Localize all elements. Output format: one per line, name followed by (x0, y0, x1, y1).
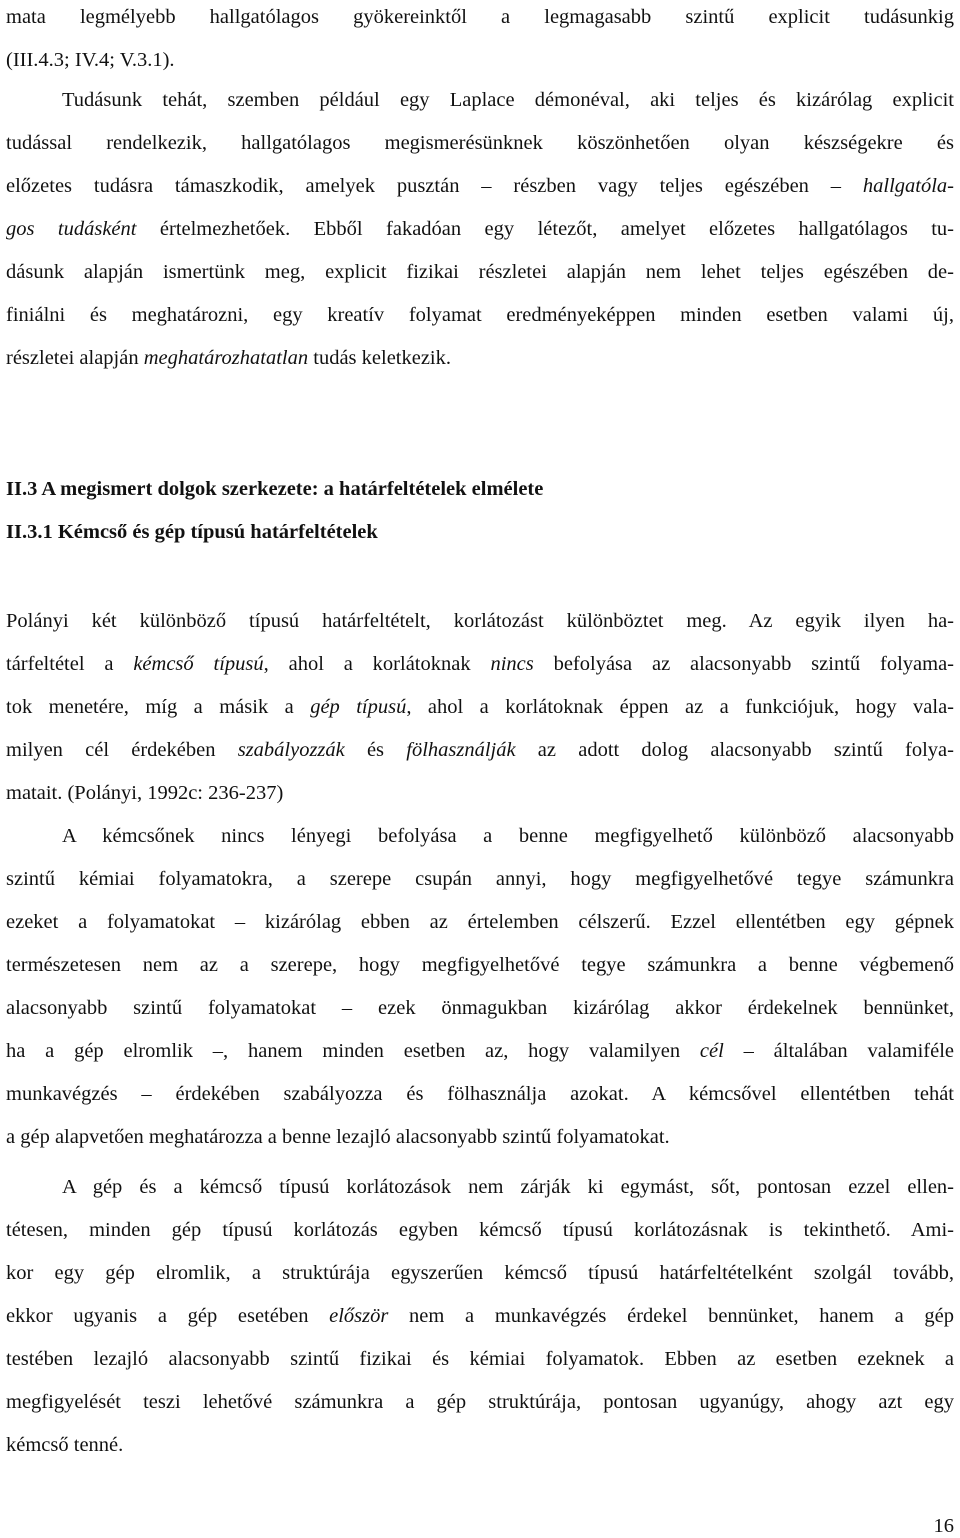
text-line: testében lezajló alacsonyabb szintű fizikai és kémiai folyamatok. Ebben az esetben ezeknek a (6, 1348, 954, 1370)
text-line: Tudásunk tehát, szemben például egy Laplace démonéval, aki teljes és kizárólag explicit (62, 89, 954, 111)
italic-term: hallgatóla- (862, 175, 954, 197)
text-line: ezeket a folyamatokat – kizárólag ebben az értelemben célszerű. Ezzel ellentétben egy gépnek (6, 911, 954, 933)
italic-term: gép típusú (310, 696, 407, 718)
text-line: előzetes tudásra támaszkodik, amelyek pusztán – részben vagy teljes egészében – hallgatóla- (6, 175, 954, 197)
text-line: szintű kémiai folyamatokra, a szerepe csupán annyi, hogy megfigyelhetővé tegye számunkra (6, 868, 954, 890)
text-line: A kémcsőnek nincs lényegi befolyása a benne megfigyelhető különböző alacsonyabb (62, 825, 954, 847)
text-line: részletei alapján meghatározhatatlan tudás keletkezik. (6, 347, 452, 369)
paragraph-gep-kemcso (6, 1166, 954, 1467)
italic-term: cél (699, 1040, 724, 1062)
text-line: milyen cél érdekében szabályozzák és fölhasználják az adott dolog alacsonyabb szintű folya- (6, 739, 954, 761)
text-line: dásunk alapján ismertünk meg, explicit fizikai részletei alapján nem lehet teljes egészében de- (6, 261, 954, 283)
text-line: munkavégzés – érdekében szabályozza és fölhasználja azokat. A kémcsővel ellentétben tehát (6, 1083, 954, 1105)
italic-term: meghatározhatatlan (143, 347, 309, 369)
italic-term: fölhasználják (406, 739, 516, 761)
text-line: Polányi két különböző típusú határfeltételt, korlátozást különböztet meg. Az egyik ilyen ha- (6, 610, 954, 632)
text-line: megfigyelését teszi lehetővé számunkra a gép struktúrája, pontosan ugyanúgy, ahogy azt egy (6, 1391, 954, 1413)
italic-term: nincs (490, 653, 534, 675)
text-line: ekkor ugyanis a gép esetében először nem a munkavégzés érdekel bennünket, hanem a gép (6, 1305, 954, 1327)
text-line: ha a gép elromlik –, hanem minden esetben az, hogy valamilyen cél – általában valamiféle (6, 1040, 954, 1062)
text-line: matait. (Polányi, 1992c: 236-237) (6, 782, 284, 804)
section-heading: II.3 A megismert dolgok szerkezete: a határfeltételek elmélete (6, 478, 544, 500)
text-line: tok menetére, míg a másik a gép típusú, ahol a korlátoknak éppen az a funkciójuk, hogy vala- (6, 696, 954, 718)
paragraph-tudasunk (6, 79, 954, 380)
italic-term: kémcső típusú (133, 653, 264, 675)
text-line: A gép és a kémcső típusú korlátozások nem zárják ki egymást, sőt, pontosan ezzel ellen- (62, 1176, 954, 1198)
text-line: kémcső tenné. (6, 1434, 124, 1456)
text-line: gos tudásként értelmezhetőek. Ebből fakadóan egy létezőt, amelyet előzetes hallgatólagos tu- (6, 218, 954, 240)
text-line: tárfeltétel a kémcső típusú, ahol a korlátoknak nincs befolyása az alacsonyabb szintű folyama- (6, 653, 954, 675)
page-number: 16 (933, 1515, 954, 1537)
paragraph-polanyi (6, 600, 954, 815)
text-line: alacsonyabb szintű folyamatokat – ezek önmagukban kizárólag akkor érdekelnek bennünket, (6, 997, 954, 1019)
text-line: mata legmélyebb hallgatólagos gyökereinktől a legmagasabb szintű explicit tudásunkig (6, 6, 954, 28)
italic-term: gos tudásként (6, 218, 137, 240)
text-line: tudással rendelkezik, hallgatólagos megismerésünknek köszönhetően olyan készségekre és (6, 132, 954, 154)
paragraph-continuation (6, 0, 954, 82)
text-line: finiálni és meghatározni, egy kreatív folyamat eredményeképpen minden esetben valami új, (6, 304, 954, 326)
paragraph-kemcso (6, 815, 954, 1159)
text-line: természetesen nem az a szerepe, hogy megfigyelhetővé tegye számunkra a benne végbemenő (6, 954, 954, 976)
text-line: kor egy gép elromlik, a struktúrája egyszerűen kémcső típusú határfeltételként szolgál tovább, (6, 1262, 954, 1284)
text-line: a gép alapvetően meghatározza a benne lezajló alacsonyabb szintű folyamatokat. (6, 1126, 670, 1148)
subsection-heading: II.3.1 Kémcső és gép típusú határfeltételek (6, 521, 378, 543)
italic-term: szabályozzák (237, 739, 345, 761)
text-line: tétesen, minden gép típusú korlátozás egyben kémcső típusú korlátozásnak is tekinthető. Ami- (6, 1219, 954, 1241)
text-line: (III.4.3; IV.4; V.3.1). (6, 49, 175, 71)
italic-term: először (329, 1305, 389, 1327)
